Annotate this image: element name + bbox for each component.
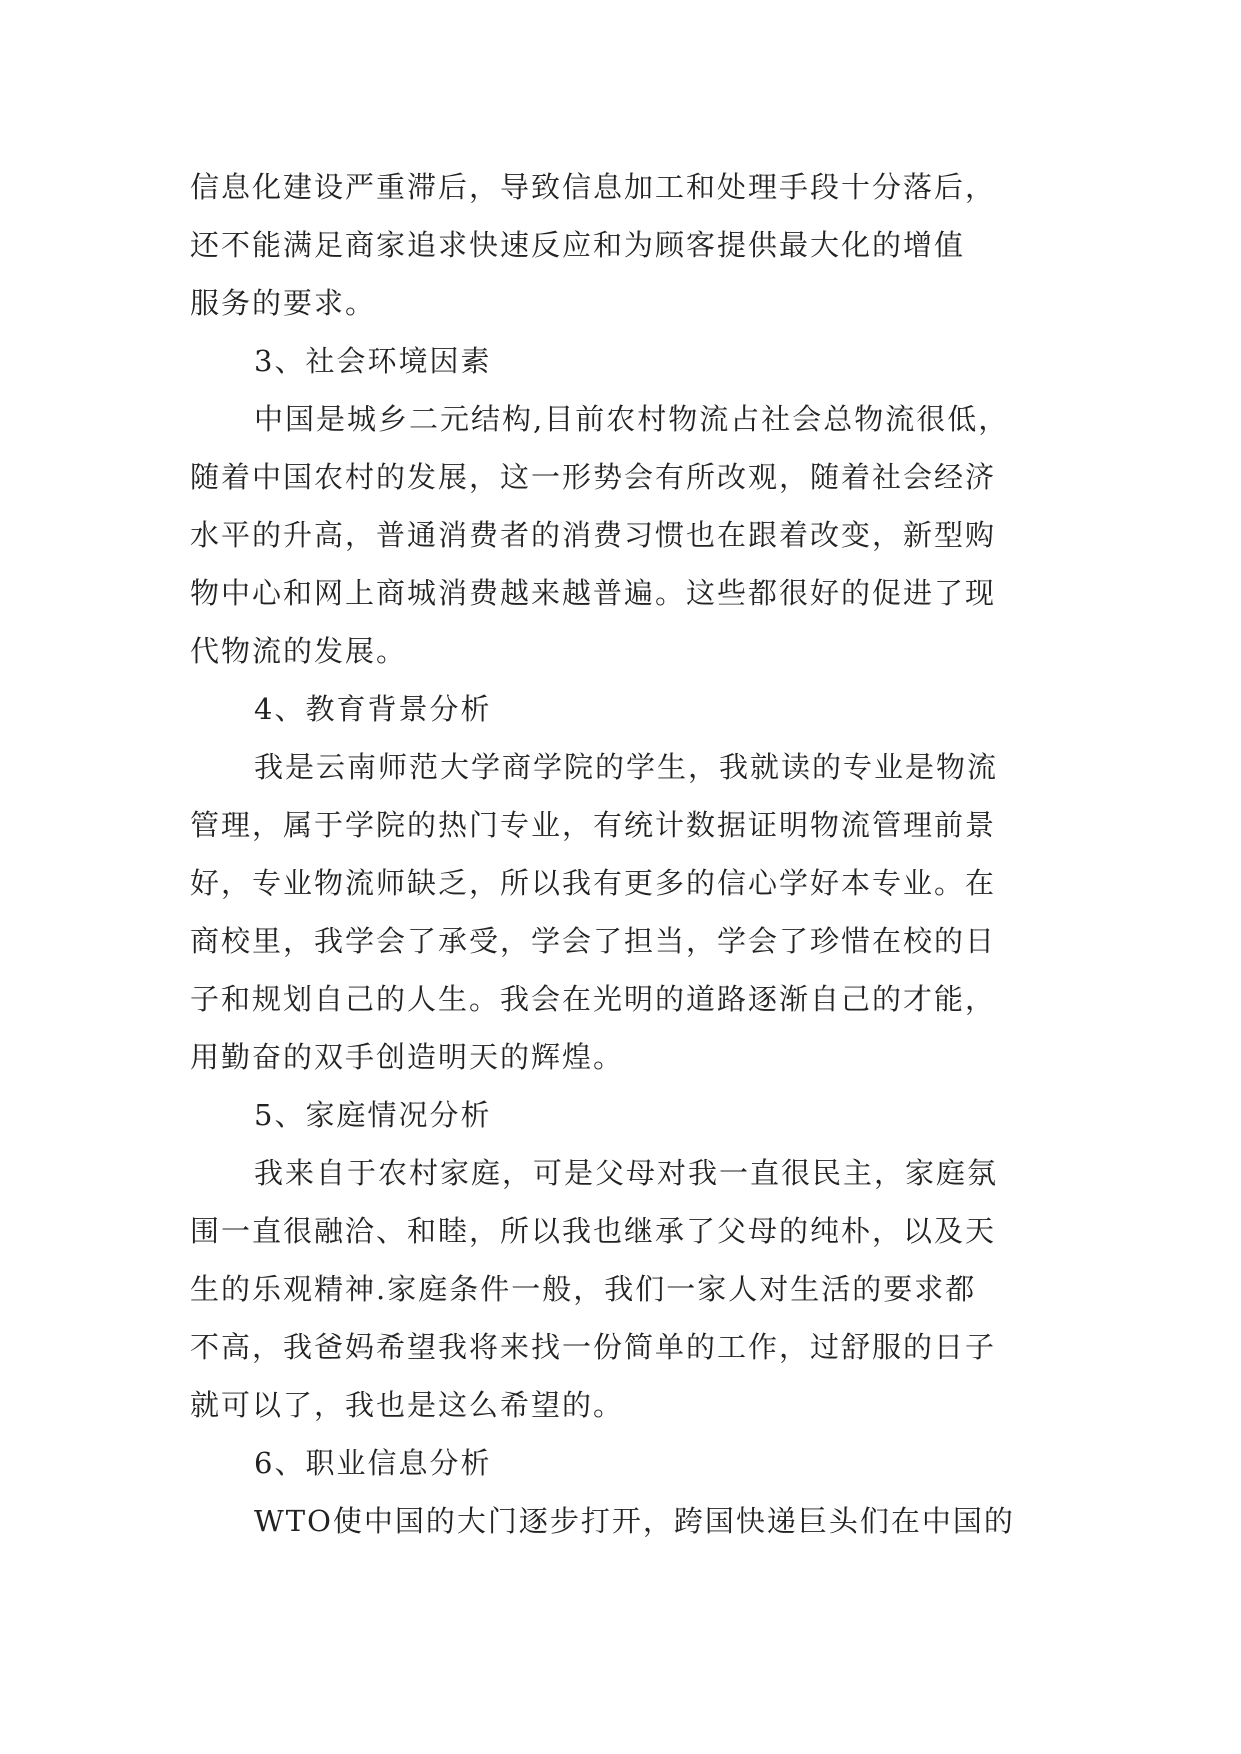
text-line: 物中心和网上商城消费越来越普遍。这些都很好的促进了现: [190, 576, 997, 610]
text-line: WTO使中国的大门逐步打开，跨国快递巨头们在中国的: [254, 1504, 1015, 1538]
text-line: 好，专业物流师缺乏，所以我有更多的信心学好本专业。在: [190, 866, 997, 900]
text-line: 我是云南师范大学商学院的学生，我就读的专业是物流: [254, 750, 999, 784]
text-line: 用勤奋的双手创造明天的辉煌。: [190, 1040, 625, 1074]
text-line: 信息化建设严重滞后，导致信息加工和处理手段十分落后，: [190, 170, 997, 204]
text-line: 生的乐观精神.家庭条件一般，我们一家人对生活的要求都: [190, 1272, 977, 1306]
text-line: 我来自于农村家庭，可是父母对我一直很民主，家庭氛: [254, 1156, 999, 1190]
text-line: 就可以了，我也是这么希望的。: [190, 1388, 625, 1422]
text-line: 商校里，我学会了承受，学会了担当，学会了珍惜在校的日: [190, 924, 997, 958]
text-line: 还不能满足商家追求快速反应和为顾客提供最大化的增值: [190, 228, 966, 262]
text-line: 代物流的发展。: [190, 634, 408, 668]
text-line: 管理，属于学院的热门专业，有统计数据证明物流管理前景: [190, 808, 997, 842]
text-line: 围一直很融洽、和睦，所以我也继承了父母的纯朴，以及天: [190, 1214, 997, 1248]
text-line: 4、教育背景分析: [254, 692, 492, 726]
text-line: 水平的升高，普通消费者的消费习惯也在跟着改变，新型购: [190, 518, 997, 552]
text-line: 子和规划自己的人生。我会在光明的道路逐渐自己的才能，: [190, 982, 997, 1016]
text-line: 中国是城乡二元结构,目前农村物流占社会总物流很低，: [254, 402, 1010, 436]
text-line: 服务的要求。: [190, 286, 377, 320]
document-text: [190, 158, 1070, 1550]
text-line: 随着中国农村的发展，这一形势会有所改观，随着社会经济: [190, 460, 997, 494]
text-line: 3、社会环境因素: [254, 344, 492, 378]
text-line: 不高，我爸妈希望我将来找一份简单的工作，过舒服的日子: [190, 1330, 997, 1364]
text-line: 6、职业信息分析: [254, 1446, 492, 1480]
text-line: 5、家庭情况分析: [254, 1098, 492, 1132]
